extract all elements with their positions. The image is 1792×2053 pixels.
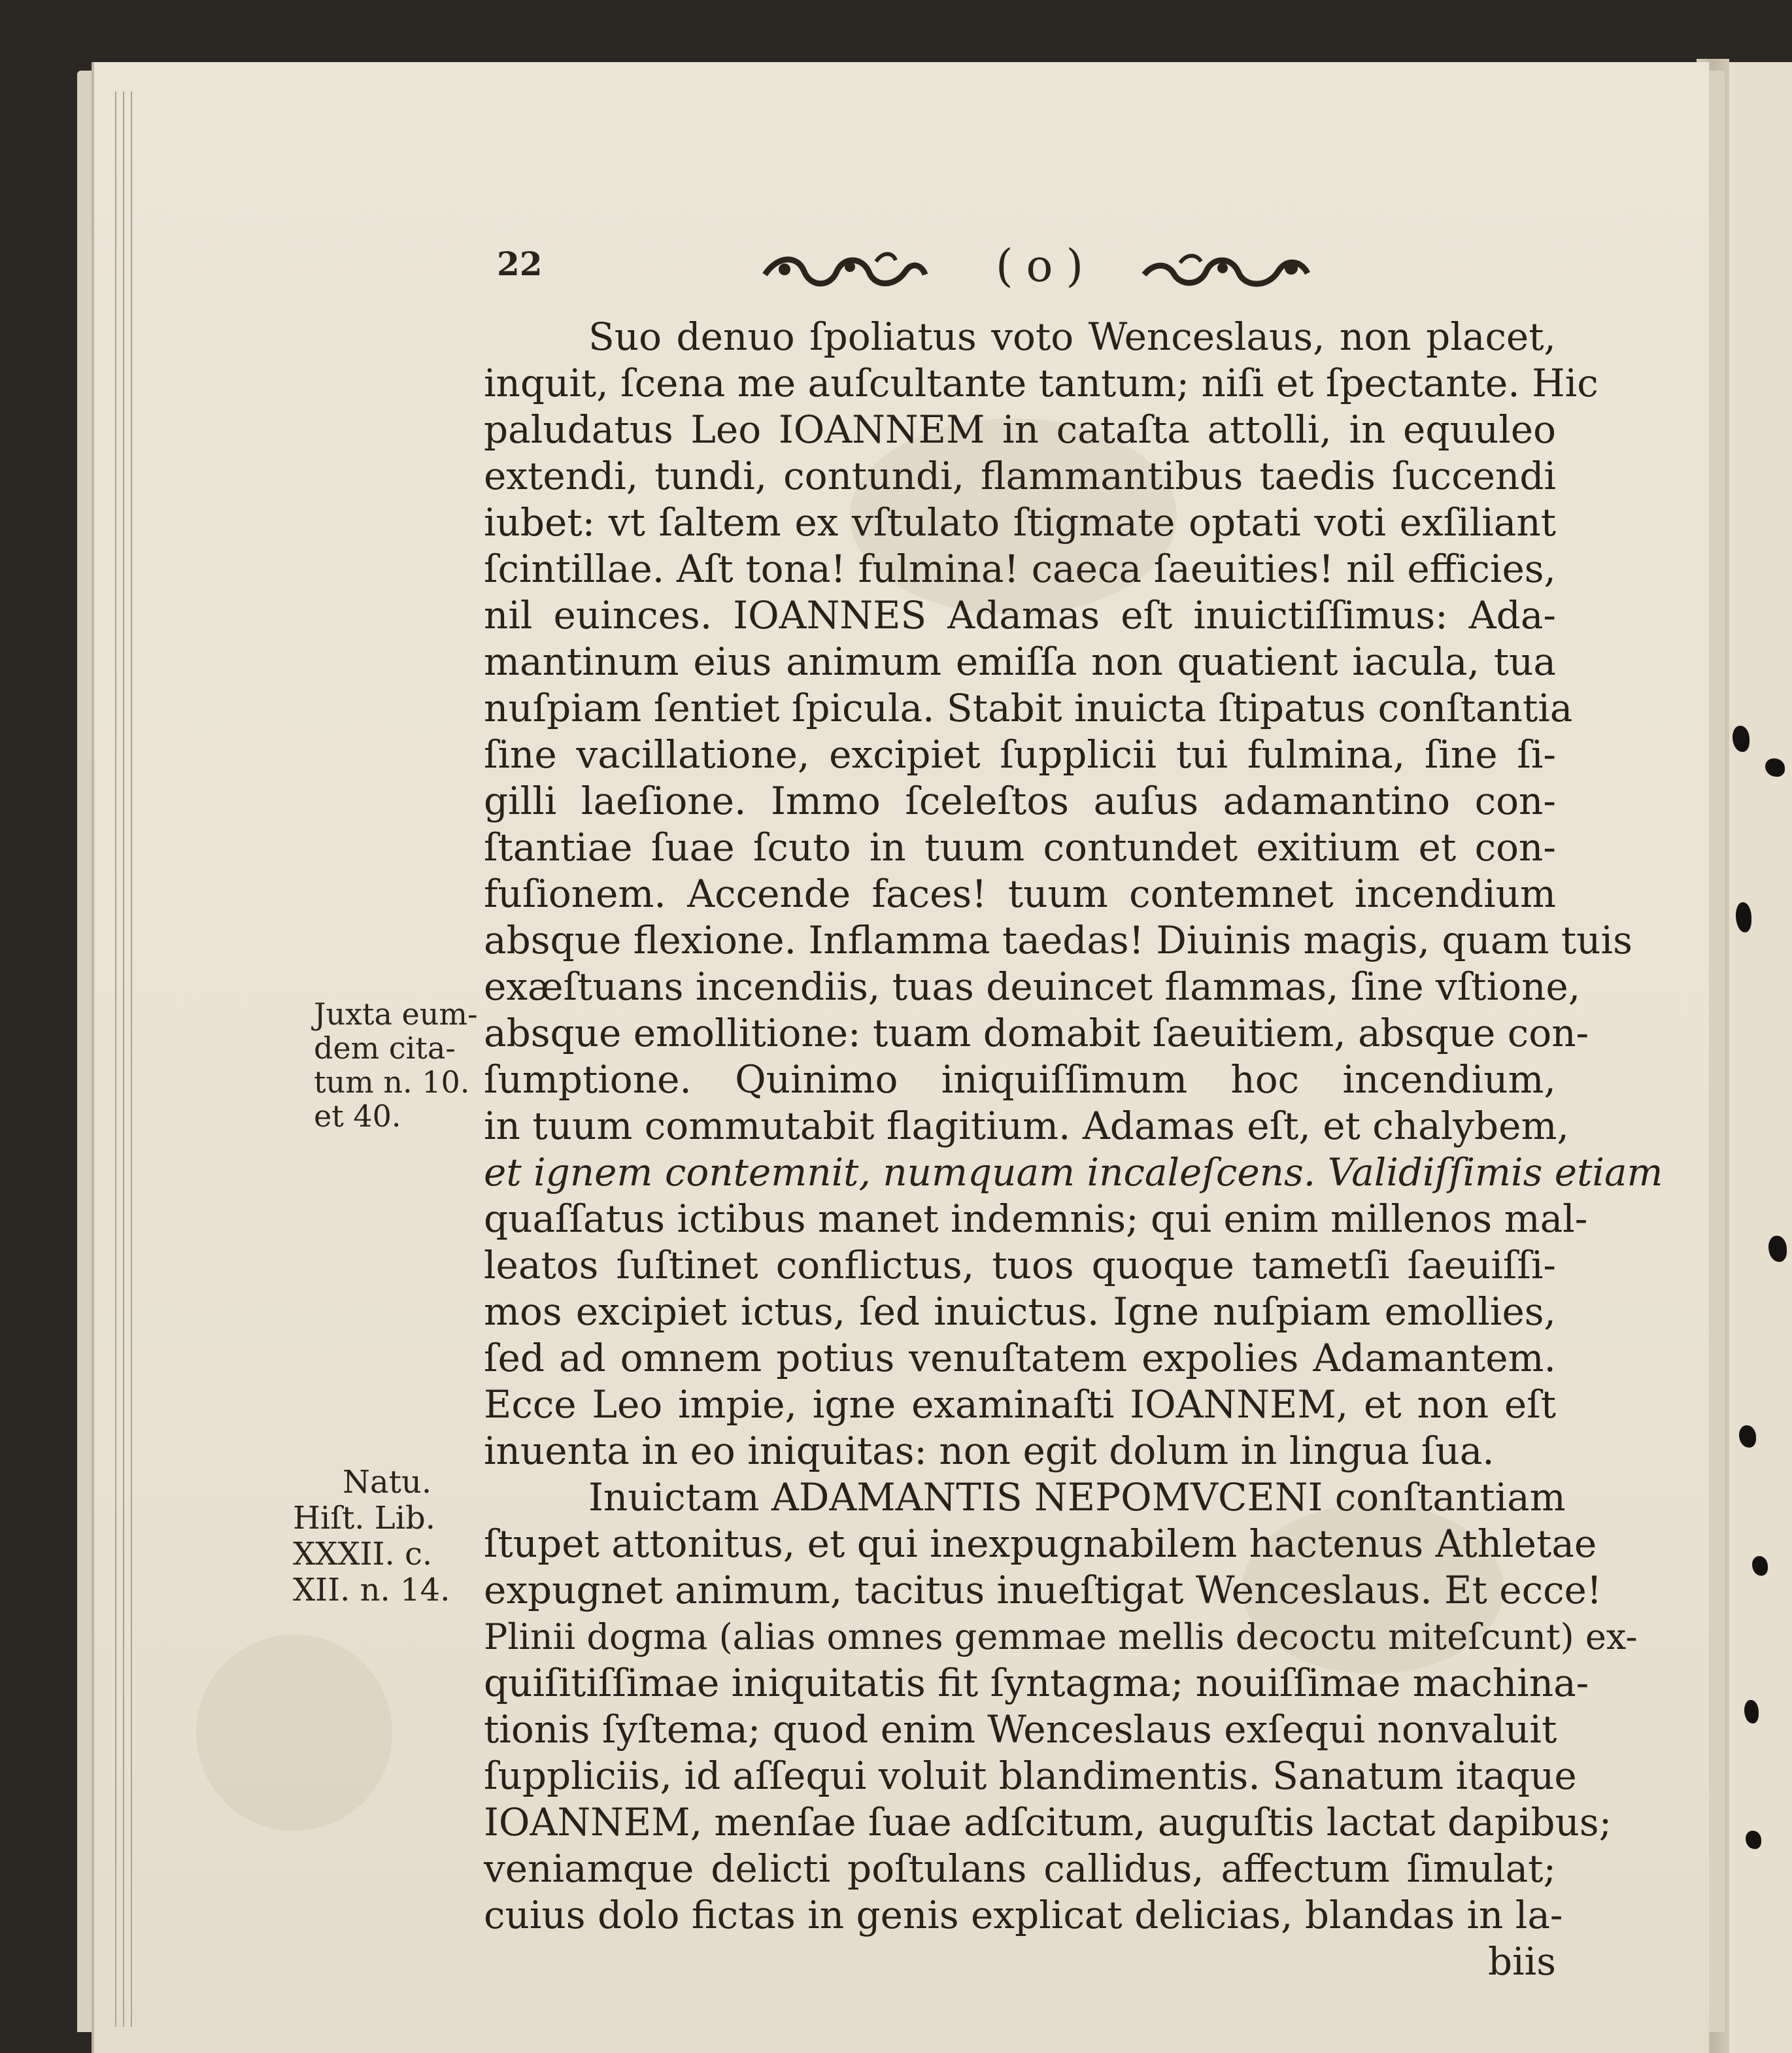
text-line: ſcintillae. Aſt tona! fulmina! caeca ſaeuities! nil efficies, xyxy=(484,547,1556,591)
running-head: (o) xyxy=(996,241,1096,292)
ink-blot xyxy=(1746,1831,1761,1849)
text-line: iubet: vt ſaltem ex vſtulato ſtigmate optati voti exſiliant xyxy=(484,500,1556,545)
text-line: expugnet animum, tacitus inueſtigat Wenceslaus. Et ecce! xyxy=(484,1568,1602,1612)
page-edge-line xyxy=(115,92,116,2027)
text-line: et ignem contemnit, numquam incaleſcens. Validiſſimis etiam xyxy=(484,1150,1663,1195)
text-line: cuius dolo fictas in genis explicat delicias, blandas in la- xyxy=(484,1893,1563,1937)
text-line: ſtantiae ſuae ſcuto in tuum contundet exitium et con- xyxy=(484,825,1556,870)
ink-blot xyxy=(1736,902,1751,932)
margin-note xyxy=(314,997,478,1133)
text-line: mos excipiet ictus, ſed inuictus. Igne nuſpiam emollies, xyxy=(484,1289,1556,1334)
text-line: ſed ad omnem potius venuſtatem expolies Adamantem. xyxy=(484,1336,1556,1380)
text-line: paludatus Leo IOANNEM in cataſta attolli, in equuleo xyxy=(484,407,1556,452)
text-line: Plinii dogma (alias omnes gemmae mellis decoctu miteſcunt) ex- xyxy=(484,1616,1638,1657)
text-line: quiſitiſſimae iniquitatis fit ſyntagma; nouiſſimae machina- xyxy=(484,1661,1589,1705)
margin-note-line: XXXII. c. xyxy=(293,1536,433,1572)
floral-ornament-icon xyxy=(758,248,928,294)
text-line: absque emollitione: tuam domabit ſaeuitiem, absque con- xyxy=(484,1011,1589,1055)
margin-note xyxy=(293,1465,450,1608)
text-line: leatos ſuſtinet conflictus, tuos quoque tametſi ſaeuiſſi- xyxy=(484,1243,1556,1287)
text-line: ſuppliciis, id aſſequi voluit blandimentis. Sanatum itaque xyxy=(484,1754,1577,1798)
text-line: Ecce Leo impie, igne examinaſti IOANNEM, et non eſt xyxy=(484,1382,1556,1427)
body-text xyxy=(484,314,1663,1984)
text-line: tionis ſyſtema; quod enim Wenceslaus exſequi nonvaluit xyxy=(484,1707,1557,1752)
text-line: in tuum commutabit flagitium. Adamas eſt, et chalybem, xyxy=(484,1104,1569,1148)
catchword: biis xyxy=(1488,1939,1556,1984)
page-edge-line xyxy=(131,92,132,2027)
margin-note-line: Natu. xyxy=(343,1464,432,1501)
text-line: inquit, ſcena me auſcultante tantum; niſi et ſpectante. Hic xyxy=(484,361,1598,405)
page-edge-line xyxy=(123,92,124,2027)
text-line: ſumptione. Quinimo iniquiſſimum hoc incendium, xyxy=(484,1057,1556,1102)
margin-note-line: Juxta eum- xyxy=(314,996,478,1032)
text-line: ſtupet attonitus, et qui inexpugnabilem hactenus Athletae xyxy=(484,1521,1597,1566)
text-line: fuſionem. Accende faces! tuum contemnet incendium xyxy=(484,872,1556,916)
text-line: extendi, tundi, contundi, flammantibus taedis ſuccendi xyxy=(484,454,1556,498)
text-line: IOANNEM, menſae ſuae adſcitum, auguſtis lactat dapibus; xyxy=(484,1800,1612,1844)
margin-note-line: dem cita- xyxy=(314,1030,456,1066)
text-line: gilli laeſione. Immo ſceleſtos auſus adamantino con- xyxy=(484,779,1556,823)
facing-page-edge xyxy=(1719,62,1792,2053)
text-line: mantinum eius animum emiſſa non quatient iacula, tua xyxy=(484,639,1556,684)
text-line: Suo denuo ſpoliatus voto Wenceslaus, non placet, xyxy=(588,314,1556,359)
text-line: veniamque delicti poſtulans callidus, affectum ſimulat; xyxy=(484,1846,1556,1891)
ink-blot xyxy=(1739,1425,1756,1448)
paper-stain xyxy=(196,1635,392,1831)
text-line: ſine vacillatione, excipiet ſupplicii tui fulmina, ſine ſi- xyxy=(484,732,1556,777)
ink-blot xyxy=(1752,1556,1768,1576)
ink-blot xyxy=(1744,1700,1759,1723)
margin-note-line: tum n. 10. xyxy=(314,1064,470,1100)
text-line: nuſpiam ſentiet ſpicula. Stabit inuicta ſtipatus conſtantia xyxy=(484,686,1573,730)
text-line: inuenta in eo iniquitas: non egit dolum in lingua ſua. xyxy=(484,1429,1495,1473)
text-line: absque flexione. Inflamma taedas! Diuinis magis, quam tuis xyxy=(484,918,1632,962)
floral-ornament-icon xyxy=(1141,248,1311,294)
page-number: 22 xyxy=(497,245,543,283)
ink-blot xyxy=(1733,726,1750,752)
margin-note-line: XII. n. 14. xyxy=(293,1572,450,1608)
text-line: Inuictam ADAMANTIS NEPOMVCENI conſtantiam xyxy=(588,1475,1566,1519)
page-header xyxy=(497,235,1294,307)
text-line: quaſſatus ictibus manet indemnis; qui enim millenos mal- xyxy=(484,1196,1588,1241)
text-line: exæſtuans incendiis, tuas deuincet flammas, ſine vſtione, xyxy=(484,964,1581,1009)
margin-note-line: Hiſt. Lib. xyxy=(293,1500,435,1536)
text-line: nil euinces. IOANNES Adamas eſt inuictiſſimus: Ada- xyxy=(484,593,1556,637)
margin-note-line: et 40. xyxy=(314,1098,401,1134)
